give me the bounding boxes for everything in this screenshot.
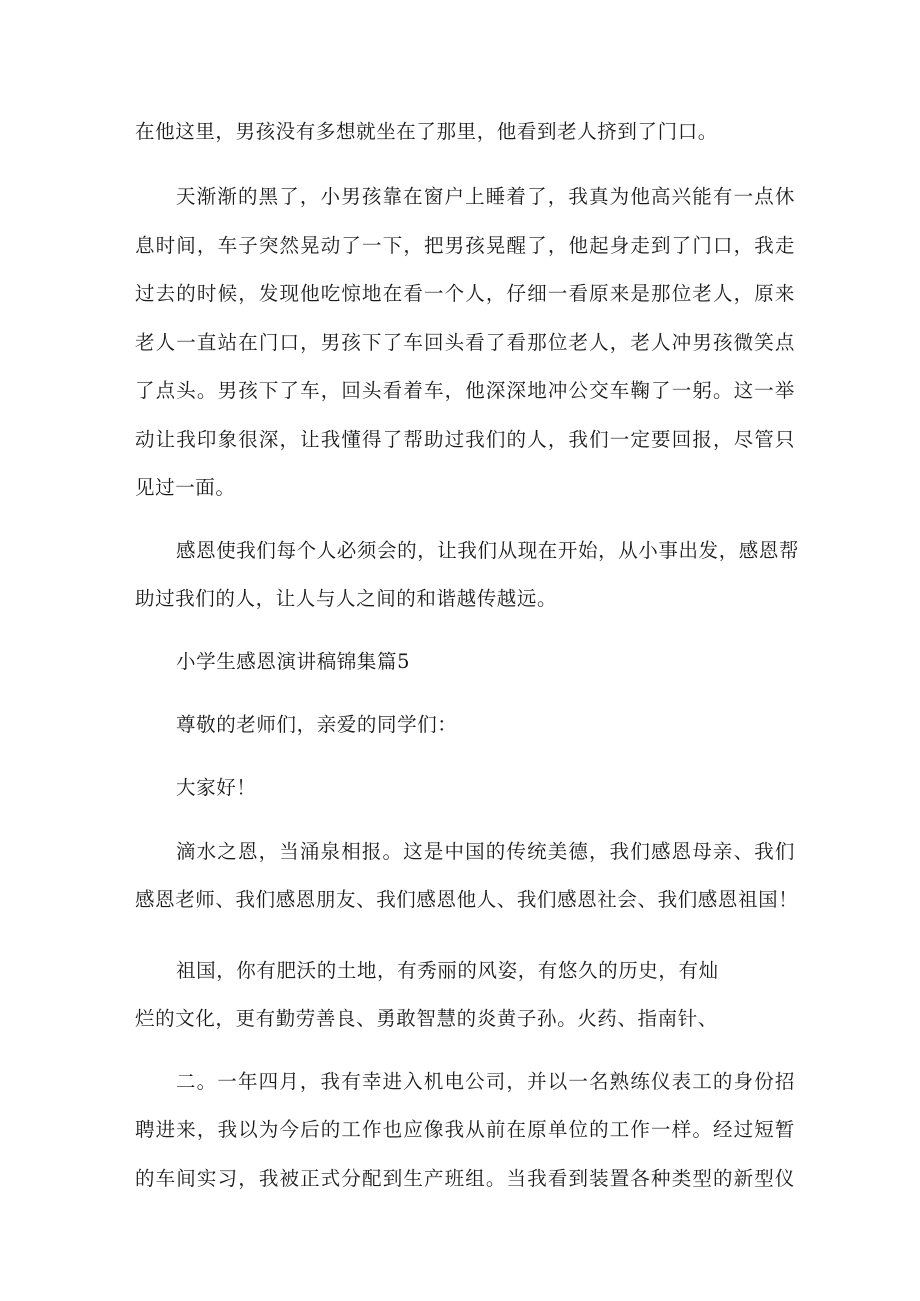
text-line: 在他这里，男孩没有多想就坐在了那里，他看到老人挤到了门口。 [135, 120, 718, 143]
text-line: 的车间实习，我被正式分配到生产班组。当我看到装置各种类型的新型仪 [135, 1167, 795, 1190]
text-line: 二。一年四月，我有幸进入机电公司，并以一名熟练仪表工的身份招 [176, 1070, 795, 1093]
text-line: 滴水之恩，当涌泉相报。这是中国的传统美德，我们感恩母亲、我们 [176, 840, 795, 863]
text-line: 息时间，车子突然晃动了一下，把男孩晃醒了，他起身走到了门口，我走 [135, 234, 795, 257]
salutation: 尊敬的老师们，亲爱的同学们： [176, 713, 458, 736]
text-line: 感恩老师、我们感恩朋友、我们感恩他人、我们感恩社会、我们感恩祖国！ [135, 888, 799, 911]
greeting: 大家好！ [176, 776, 257, 799]
text-line: 了点头。男孩下了车，回头看着车，他深深地冲公交车鞠了一躬。这一举 [135, 379, 795, 402]
text-line: 见过一面。 [135, 476, 236, 499]
text-line: 祖国，你有肥沃的土地，有秀丽的风姿，有悠久的历史，有灿 [176, 959, 719, 982]
text-line: 老人一直站在门口，男孩下了车回头看了看那位老人，老人冲男孩微笑点 [135, 331, 795, 354]
text-line: 烂的文化，更有勤劳善良、勇敢智慧的炎黄子孙。火药、指南针、 [135, 1007, 718, 1030]
text-line: 聘进来，我以为今后的工作也应像我从前在原单位的工作一样。经过短暂 [135, 1118, 795, 1141]
text-line: 助过我们的人，让人与人之间的和谐越传越远。 [135, 587, 558, 610]
text-line: 感恩使我们每个人必须会的，让我们从现在开始，从小事出发，感恩帮 [176, 539, 800, 562]
text-line: 动让我印象很深，让我懂得了帮助过我们的人，我们一定要回报，尽管只 [135, 428, 795, 451]
text-line: 过去的时候，发现他吃惊地在看一个人，仔细一看原来是那位老人，原来 [135, 282, 795, 305]
section-heading: 小学生感恩演讲稿锦集篇5 [176, 650, 411, 673]
text-line: 天渐渐的黑了，小男孩靠在窗户上睡着了，我真为他高兴能有一点休 [176, 185, 795, 208]
